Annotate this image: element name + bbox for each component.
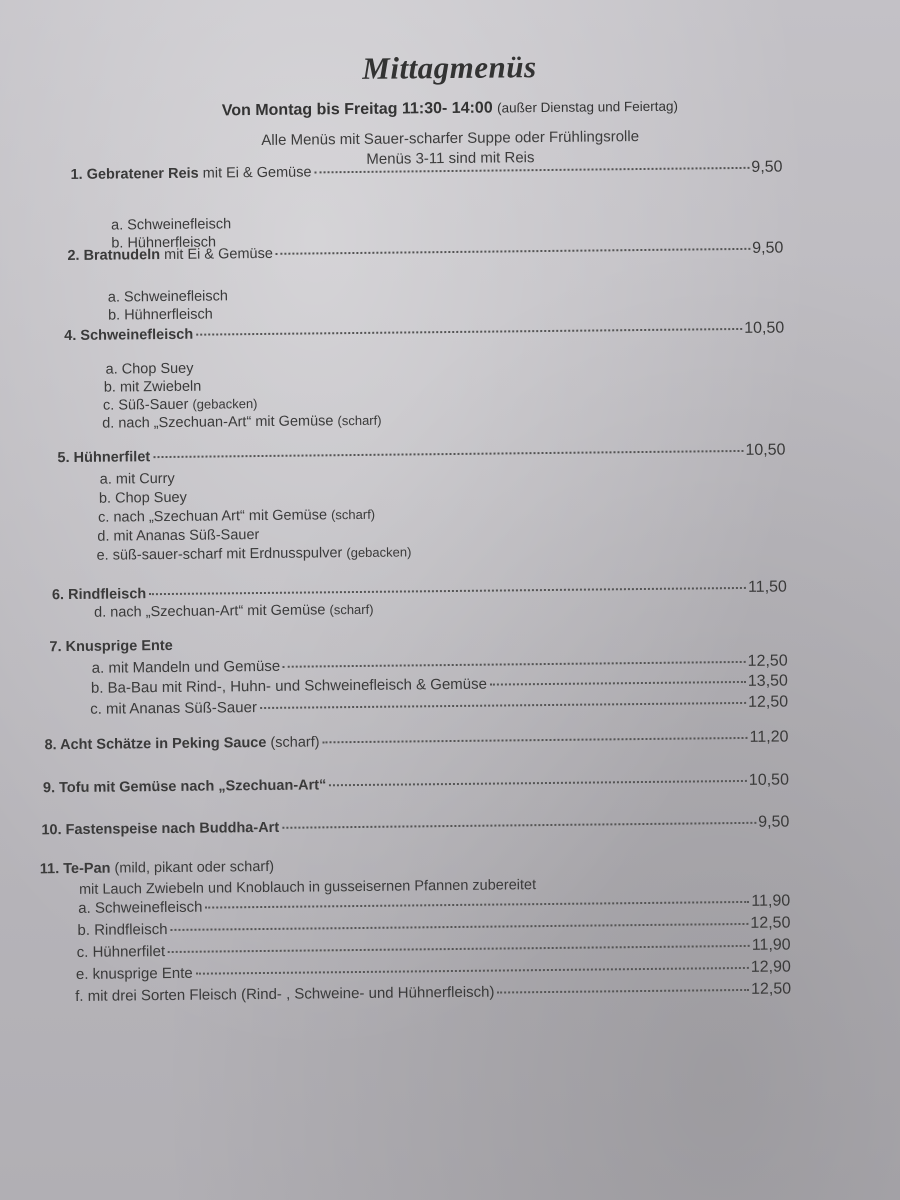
- menu-title: Mittagmenüs: [362, 49, 537, 86]
- menu-option-label: c. Süß-Sauer: [102, 396, 189, 414]
- menu-item-name: 2. Bratnudeln: [67, 247, 161, 265]
- menu-item-price: 9,50: [751, 158, 783, 176]
- menu-item-name: 8. Acht Schätze in Peking Sauce: [44, 734, 267, 754]
- menu-item-name: 11. Te-Pan: [39, 860, 111, 878]
- menu-option-price: 11,90: [751, 892, 791, 910]
- menu-option-label: d. nach „Szechuan-Art“ mit Gemüse: [102, 413, 334, 432]
- menu-item-6: [52, 578, 787, 604]
- menu-option: d. mit Ananas Süß-Sauer: [97, 527, 260, 545]
- menu-option-note: (gebacken): [192, 396, 258, 412]
- menu-option-note: (scharf): [337, 412, 382, 429]
- dot-leader: [497, 989, 749, 994]
- menu-item-name: 9. Tofu mit Gemüse nach „Szechuan-Art“: [42, 777, 327, 797]
- dot-leader: [168, 945, 750, 953]
- menu-option-row: [77, 936, 791, 961]
- dot-leader: [323, 737, 748, 743]
- menu-item-8: [44, 728, 788, 754]
- menu-option-row: [75, 980, 791, 1005]
- menu-option: a. Schweinefleisch: [107, 288, 229, 306]
- menu-item-desc: mit Ei & Gemüse: [198, 164, 312, 182]
- dot-leader: [196, 328, 742, 336]
- opening-hours-note: (außer Dienstag und Feiertag): [497, 98, 679, 116]
- menu-option-label: e. süß-sauer-scharf mit Erdnusspulver: [96, 545, 343, 564]
- menu-item-name: 4. Schweinefleisch: [64, 326, 194, 345]
- dot-leader: [314, 167, 749, 174]
- menu-option-label: d. nach „Szechuan-Art“ mit Gemüse: [94, 602, 326, 621]
- dot-leader: [276, 248, 750, 255]
- menu-item-price: 9,50: [758, 813, 790, 831]
- menu-option-label: c. nach „Szechuan Art“ mit Gemüse: [98, 507, 328, 526]
- dot-leader: [205, 901, 749, 909]
- menu-option-label: a. Schweinefleisch: [78, 898, 203, 917]
- menu-option: [98, 506, 375, 527]
- dot-leader: [196, 967, 749, 975]
- menu-item-5: [57, 442, 785, 468]
- menu-option-note: (scharf): [330, 506, 376, 523]
- menu-option-price: 12,50: [750, 980, 792, 998]
- menu-item-note: (mild, pikant oder scharf): [110, 858, 275, 877]
- menu-item-price: 11,50: [747, 578, 787, 596]
- menu-option-label: c. mit Ananas Süß-Sauer: [90, 699, 257, 718]
- dot-leader: [260, 702, 746, 709]
- menu-option-row: [76, 958, 791, 983]
- dot-leader: [153, 450, 743, 458]
- menu-option-price: 12,50: [747, 652, 788, 670]
- menu-option-row: [77, 914, 790, 939]
- menu-item-desc: mit Ei & Gemüse: [159, 245, 273, 264]
- menu-option: b. Chop Suey: [98, 489, 187, 507]
- menu-item-name: 10. Fastenspeise nach Buddha-Art: [41, 819, 280, 839]
- dot-leader: [171, 923, 749, 931]
- menu-item-name: 1. Gebratener Reis: [70, 165, 199, 183]
- menu-option-label: e. knusprige Ente: [75, 964, 193, 983]
- menu-option-price: 12,50: [747, 693, 789, 711]
- menu-item-name: 5. Hühnerfilet: [57, 449, 151, 467]
- dot-leader: [490, 681, 746, 686]
- menu-item-price: 10,50: [745, 441, 786, 459]
- opening-hours-text: Von Montag bis Freitag 11:30- 14:00: [221, 99, 493, 120]
- menu-option: [103, 395, 258, 415]
- menu-option: b. Hühnerfleisch: [107, 306, 213, 324]
- menu-option-note: (scharf): [329, 601, 374, 618]
- menu-option: [94, 601, 374, 622]
- menu-item-price: 11,20: [749, 728, 789, 746]
- menu-option-price: 13,50: [747, 672, 788, 690]
- menu-option: b. mit Zwiebeln: [103, 378, 202, 396]
- menu-option-price: 12,90: [750, 958, 791, 976]
- menu-option: [96, 543, 411, 564]
- menu-option-price: 12,50: [750, 914, 791, 932]
- soup-note: Alle Menüs mit Sauer-scharfer Suppe oder Frühlingsrolle: [261, 128, 640, 149]
- rice-note: Menüs 3-11 sind mit Reis: [366, 149, 535, 168]
- menu-item-1: [70, 159, 782, 184]
- menu-option-row: [90, 693, 788, 718]
- menu-option-label: a. mit Mandeln und Gemüse: [91, 657, 281, 677]
- menu-option-label: f. mit drei Sorten Fleisch (Rind- , Schweine- und Hühnerfleisch): [75, 983, 495, 1005]
- menu-item-price: 9,50: [752, 239, 784, 257]
- menu-item-11: [40, 852, 790, 878]
- menu-item-9: [43, 771, 789, 797]
- menu-option-label: b. Ba-Bau mit Rind-, Huhn- und Schweinefleisch & Gemüse: [90, 675, 488, 697]
- menu-item-price: 10,50: [744, 319, 785, 337]
- menu-option: a. mit Curry: [99, 470, 175, 488]
- menu-item-name: 7. Knusprige Ente: [49, 637, 173, 656]
- menu-item-10: [41, 813, 789, 839]
- menu-option: a. Schweinefleisch: [111, 216, 232, 234]
- dot-leader: [282, 822, 756, 829]
- menu-option-label: b. Rindfleisch: [77, 921, 168, 939]
- menu-option: a. Chop Suey: [105, 360, 194, 378]
- menu-item-price: 10,50: [748, 771, 790, 789]
- menu-item-desc: mit Lauch Zwiebeln und Knoblauch in gusseisernen Pfannen zubereitet: [78, 877, 537, 898]
- menu-option: b. Hühnerfleisch: [111, 234, 217, 252]
- dot-leader: [329, 780, 747, 786]
- menu-option-note: (gebacken): [346, 544, 412, 561]
- menu-option: [102, 412, 382, 433]
- menu-item-7: [49, 632, 649, 656]
- dot-leader: [149, 587, 746, 595]
- dot-leader: [283, 661, 746, 668]
- menu-option-price: 11,90: [751, 936, 791, 954]
- menu-option-label: c. Hühnerfilet: [76, 943, 166, 961]
- menu-item-name: 6. Rindfleisch: [51, 586, 147, 604]
- menu-item-note: (scharf): [266, 734, 320, 751]
